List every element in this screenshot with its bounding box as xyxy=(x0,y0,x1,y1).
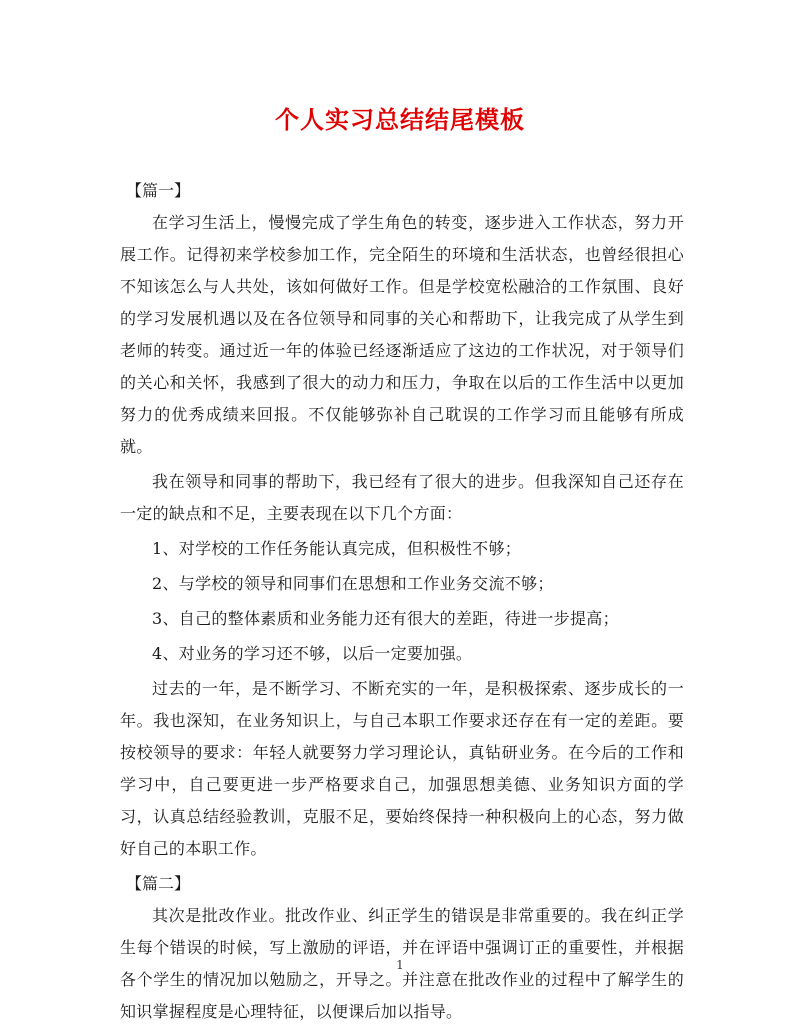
section-heading: 【篇二】 xyxy=(126,874,191,893)
list-item: 3、自己的整体素质和业务能力还有很大的差距，待进一步提高； xyxy=(152,609,619,628)
section-2 xyxy=(120,868,684,1028)
page-number: 1 xyxy=(396,958,404,972)
list-item: 1、对学校的工作任务能认真完成，但积极性不够； xyxy=(152,539,522,558)
document-body xyxy=(120,175,684,1031)
list-item: 2、与学校的领导和同事们在思想和工作业务交流不够； xyxy=(152,574,554,593)
list-item: 4、对业务的学习还不够，以后一定要加强。 xyxy=(152,644,473,663)
paragraph: 其次是批改作业。批改作业、纠正学生的错误是非常重要的。我在纠正学生每个错误的时候，写上激励的评语，并在评语中强调订正的重要性，并根据各个学生的情况加以勉励之，开导之。并注意在批改作业的过程中了解学生的知识掌握程度是心理特征，以便课后加以指导。 xyxy=(120,906,684,1021)
page-title: 个人实习总结结尾模板 xyxy=(275,105,525,134)
paragraph: 我在领导和同事的帮助下，我已经有了很大的进步。但我深知自己还存在一定的缺点和不足，主要表现在以下几个方面： xyxy=(120,472,684,523)
paragraph: 在学习生活上，慢慢完成了学生角色的转变，逐步进入工作状态，努力开展工作。记得初来学校参加工作，完全陌生的环境和生活状态，也曾经很担心不知该怎么与人共处，该如何做好工作。但是学校宽松融洽的工作氛围、良好的学习发展机遇以及在各位领导和同事的关心和帮助下，让我完成了从学生到老师的转变。通过近一年的体验已经逐渐适应了这边的工作状况，对于领导们的关心和关怀，我感到了很大的动力和压力，争取在以后的工作生活中以更加努力的优秀成绩来回报。不仅能够弥补自己耽误的工作学习而且能够有所成就。 xyxy=(120,213,684,456)
paragraph: 过去的一年，是不断学习、不断充实的一年，是积极探索、逐步成长的一年。我也深知，在业务知识上，与自己本职工作要求还存在有一定的差距。要按校领导的要求：年轻人就要努力学习理论认，真钻研业务。在今后的工作和学习中，自己要更进一步严格要求自己，加强思想美德、业务知识方面的学习，认真总结经验教训，克服不足，要始终保持一种积极向上的心态，努力做好自己的本职工作。 xyxy=(120,679,684,858)
section-1 xyxy=(120,175,684,865)
section-heading: 【篇一】 xyxy=(126,181,191,200)
